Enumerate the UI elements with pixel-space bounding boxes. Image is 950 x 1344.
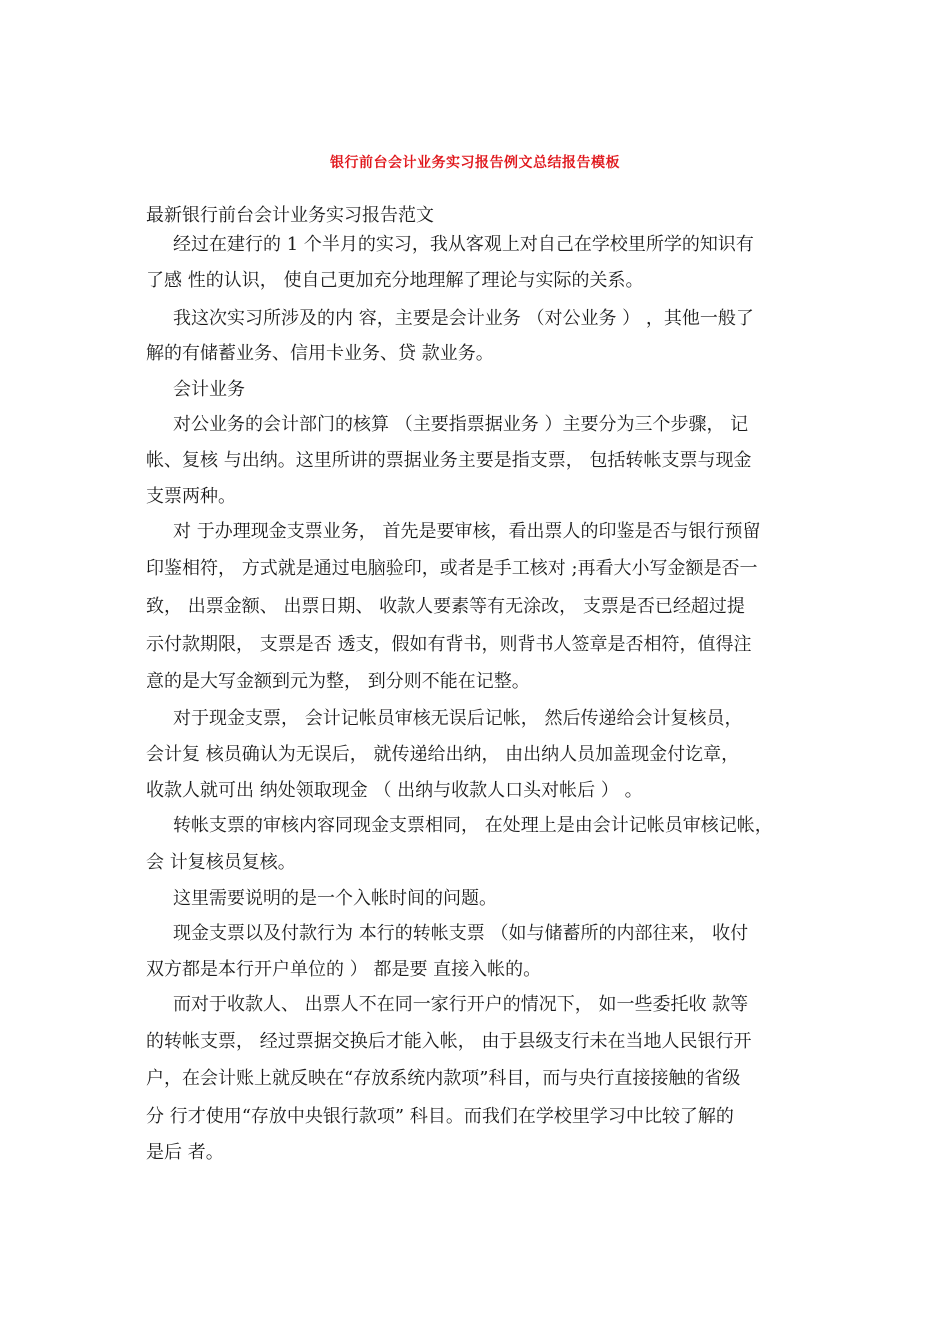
text-line: 收款人就可出 纳处领取现金 （ 出纳与收款人口头对帐后 ） 。	[146, 780, 643, 801]
text-line: 户，在会计账上就反映在“存放系统内款项”科目，而与央行直接接触的省级	[146, 1068, 741, 1089]
text-line: 支票两种。	[146, 486, 236, 507]
text-line: 示付款期限， 支票是否 透支，假如有背书，则背书人签章是否相符，值得注	[146, 634, 752, 655]
text-line: 了感 性的认识， 使自己更加充分地理解了理论与实际的关系。	[146, 270, 644, 291]
text-line: 意的是大写金额到元为整， 到分则不能在记整。	[146, 671, 530, 692]
text-line: 经过在建行的 1 个半月的实习，我从客观上对自己在学校里所学的知识有	[173, 234, 754, 255]
document-title: 银行前台会计业务实习报告例文总结报告模板	[330, 155, 620, 171]
text-line: 会计业务	[173, 379, 245, 400]
text-line: 会 计复核员复核。	[146, 852, 296, 873]
text-line: 致， 出票金额、 出票日期、 收款人要素等有无涂改， 支票是否已经超过提	[146, 596, 745, 617]
document-subtitle: 最新银行前台会计业务实习报告范文	[146, 205, 434, 226]
text-line: 这里需要说明的是一个入帐时间的问题。	[173, 888, 497, 909]
text-line: 分 行才使用“存放中央银行款项” 科目。而我们在学校里学习中比较了解的	[146, 1106, 734, 1127]
text-line: 解的有储蓄业务、信用卡业务、贷 款业务。	[146, 343, 494, 364]
text-line: 对公业务的会计部门的核算 （主要指票据业务 ）主要分为三个步骤， 记	[173, 414, 749, 435]
text-line: 帐、复核 与出纳。这里所讲的票据业务主要是指支票， 包括转帐支票与现金	[146, 450, 752, 471]
text-line: 会计复 核员确认为无误后， 就传递给出纳， 由出纳人员加盖现金付讫章，	[146, 744, 740, 765]
text-line: 而对于收款人、 出票人不在同一家行开户的情况下， 如一些委托收 款等	[173, 994, 749, 1015]
text-line: 转帐支票的审核内容同现金支票相同， 在处理上是由会计记帐员审核记帐，	[173, 815, 773, 836]
text-line: 我这次实习所涉及的内 容，主要是会计业务 （对公业务 ） ，其他一般了	[173, 308, 754, 329]
text-line: 是后 者。	[146, 1142, 224, 1163]
text-line: 印鉴相符， 方式就是通过电脑验印，或者是手工核对 ;再看大小写金额是否一	[146, 558, 758, 579]
text-line: 现金支票以及付款行为 本行的转帐支票 （如与储蓄所的内部往来， 收付	[173, 923, 749, 944]
text-line: 双方都是本行开户单位的 ） 都是要 直接入帐的。	[146, 959, 542, 980]
text-line: 的转帐支票， 经过票据交换后才能入帐， 由于县级支行未在当地人民银行开	[146, 1031, 752, 1052]
text-line: 对 于办理现金支票业务， 首先是要审核，看出票人的印鉴是否与银行预留	[173, 521, 761, 542]
text-line: 对于现金支票， 会计记帐员审核无误后记帐， 然后传递给会计复核员，	[173, 708, 743, 729]
